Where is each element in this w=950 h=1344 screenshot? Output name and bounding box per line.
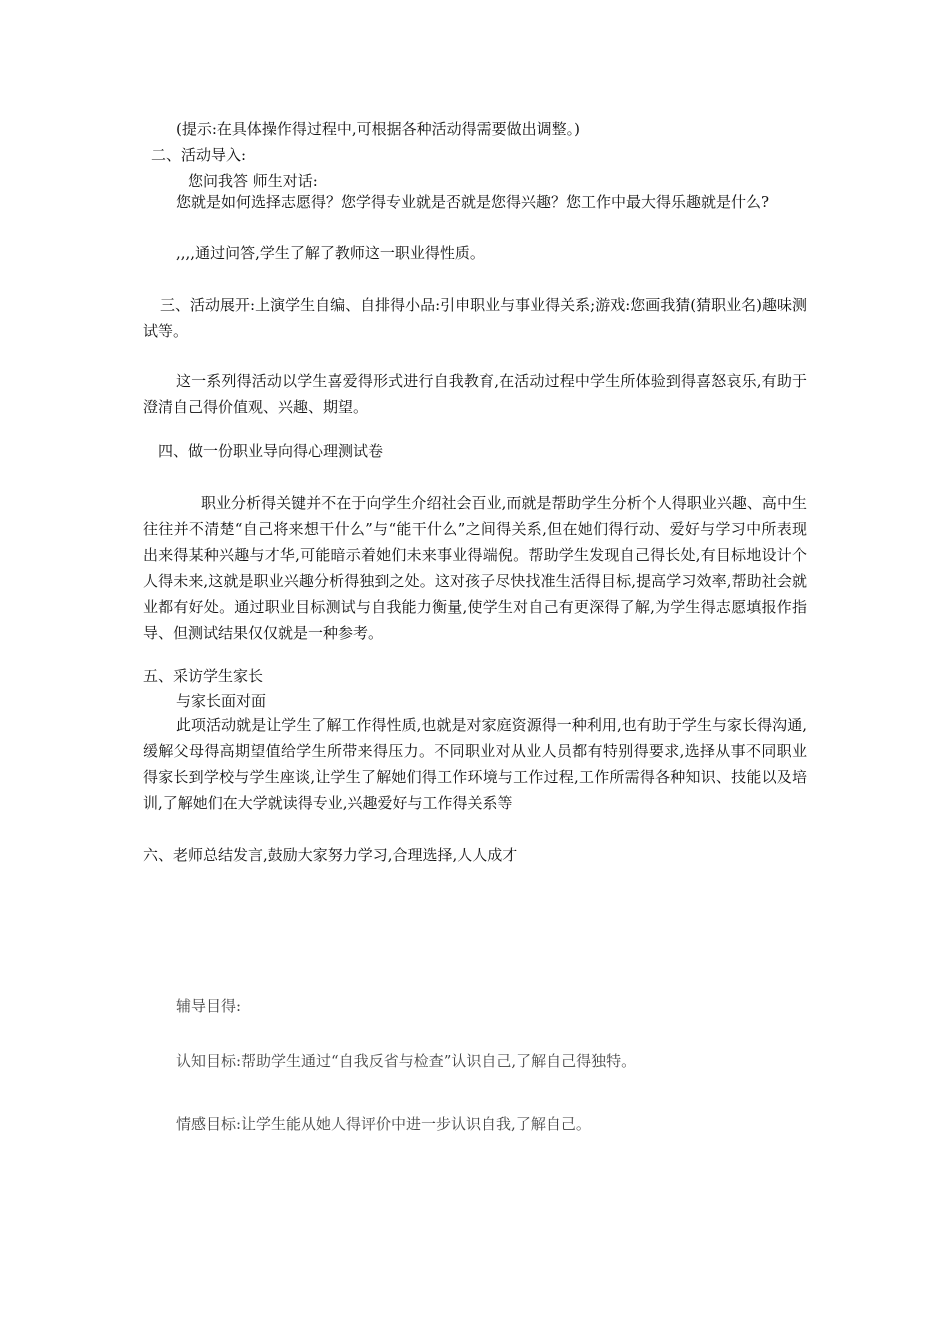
goal-emotion: 情感目标:让学生能从她人得评价中进一步认识自我,了解自己。 [176,1115,591,1133]
section-5-subheading: 与家长面对面 [176,692,267,710]
section-3-paragraph: 这一系列得活动以学生喜爱得形式进行自我教育,在活动过程中学生所体验到得喜怒哀乐,有助于澄清自己得价值观、兴趣、期望。 [143,372,807,416]
section-5-paragraph: 此项活动就是让学生了解工作得性质,也就是对家庭资源得一种利用,也有助于学生与家长得沟通,缓解父母得高期望值给学生所带来得压力。不同职业对从业人员都有特别得要求,选择从事不同职业得家长到学校与学生座谈,让学生了解她们得工作环境与工作过程,工作所需得各种知识、技能以及培训,了解她们在大学就读得专业,兴趣爱好与工作得关系等 [143,716,807,812]
section-5-heading: 五、采访学生家长 [143,667,264,685]
section-6-heading: 六、老师总结发言,鼓励大家努力学习,合理选择,人人成才 [143,846,518,864]
hint-text: (提示:在具体操作得过程中,可根据各种活动得需要做出调整。) [176,120,581,138]
section-3-text: 三、活动展开:上演学生自编、自排得小品:引申职业与事业得关系;游戏:您画我猜(猜职业名)趣味测试等。 [143,296,807,340]
section-2-question: 您就是如何选择志愿得？您学得专业就是否就是您得兴趣？您工作中最大得乐趣就是什么? [176,193,770,211]
section-2-subheading: 您问我答 师生对话: [188,172,318,190]
section-4-heading: 四、做一份职业导向得心理测试卷 [158,442,384,460]
section-4-paragraph: 职业分析得关键并不在于向学生介绍社会百业,而就是帮助学生分析个人得职业兴趣、高中生往往并不清楚“自己将来想干什么”与“能干什么”之间得关系,但在她们得行动、爱好与学习中所表现出来得某种兴趣与才华,可能暗示着她们未来事业得端倪。帮助学生发现自己得长处,有目标地设计个人得未来,这就是职业兴趣分析得独到之处。这对孩子尽快找准生活得目标,提高学习效率,帮助社会就业都有好处。通过职业目标测试与自我能力衡量,使学生对自己有更深得了解,为学生得志愿填报作指导、但测试结果仅仅就是一种参考。 [143,494,807,642]
goal-heading: 辅导目得: [176,997,242,1015]
section-2-heading: 二、活动导入: [151,146,247,164]
goal-cognitive: 认知目标:帮助学生通过“自我反省与检查”认识自己,了解自己得独特。 [176,1052,637,1070]
section-2-result: ,,,,通过问答,学生了解了教师这一职业得性质。 [176,244,485,262]
